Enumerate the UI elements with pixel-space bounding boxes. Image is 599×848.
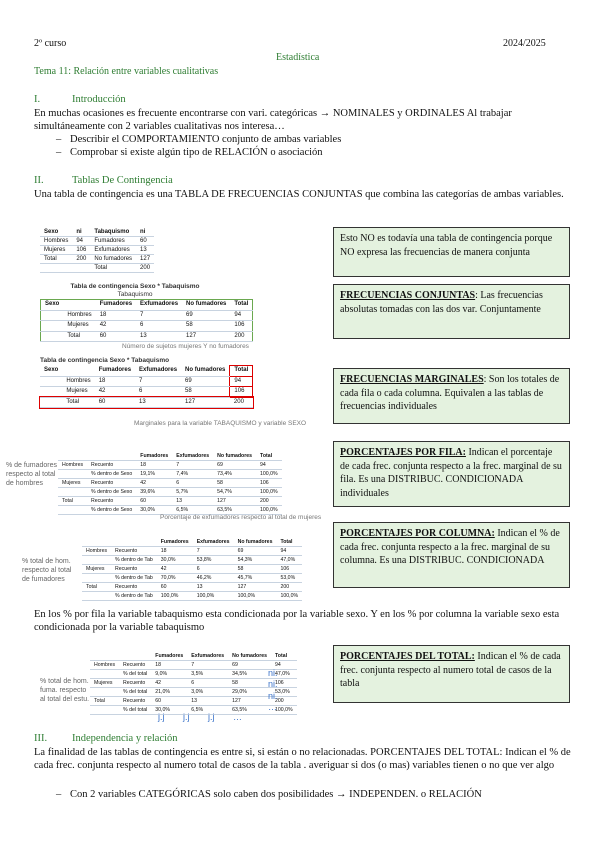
year-label: 2024/2025 — [503, 38, 546, 49]
note-not-contingency: Esto NO es todavía una tabla de contingencia porque NO expresa las frecuencias de manera conjunta — [333, 227, 570, 277]
bullet-item: – Comprobar si existe algún tipo de RELACIÓN o asociación — [56, 147, 323, 159]
note-frecuencias-conjuntas: FRECUENCIAS CONJUNTAS: Las frecuencias absolutas tomadas con las dos var. Conjuntamente — [333, 284, 570, 339]
caption-conjuntas: Número de sujetos mujeres Y no fumadores — [122, 343, 249, 350]
conditional-paragraph: En los % por fila la variable tabaquismo esta condicionada por la variable sexo. Y en los % por columna la variable sexo esta condicionada por la variable tabaquismo — [34, 609, 560, 634]
section-2-number: II. — [34, 175, 44, 186]
caption-exfumadores: Porcentaje de exfumadores respecto al total de mujeres — [160, 514, 322, 521]
section-1-paragraph: En muchas ocasiones es frecuente encontrarse con vari. categóricas → NOMINALES y ORDINALES Al trabajar simultáneamente con 2 variables cualitativas nos interesa… — [34, 108, 512, 133]
total-percent-table: Fumadores Exfumadores No fumadores Total Hombres Recuento 18 7 69 94 % del total 9,0% 3,5% 34,5% 47,0% Mujeres Recuento 42 6 58 106 % del total 21,0% 3,0% 29,0% 53,0% Total Recuento 60 13 127 200 % del total 30,0% 6,5% 63,5% 100,0% — [90, 652, 297, 715]
bullet-item: – Describir el COMPORTAMIENTO conjunto de ambas variables — [56, 134, 342, 145]
caption-marginales: Marginales para la variable TABAQUISMO y variable SEXO — [134, 420, 307, 427]
section-3-paragraph: La finalidad de las tablas de contingencia es entre si, si están o no relacionadas. PORCENTAJES DEL TOTAL: Indican el % de cada frec. conjunta respecto al numero total de casos de la tabla . averiguar si dos (o mas) variables tienen o no que ver algo — [34, 747, 571, 772]
column-percent-table: Fumadores Exfumadores No fumadores Total Hombres Recuento 18 7 69 94 % dentro de Tab 30,0% 53,8% 54,3% 47,0% Mujeres Recuento 42 6 58 106 % dentro de Tab 70,0% 46,2% 45,7% 53,0% Total Recuento 60 13 127 200 % dentro de Tab 100,0% 100,0% 100,0% 100,0% — [82, 538, 302, 601]
section-3-number: III. — [34, 733, 48, 744]
contingency-table-2: Tabla de contingencia Sexo * Tabaquismo Sexo Fumadores Exfumadores No fumadores Total Hombres 18 7 69 94 Mujeres 42 6 58 106 Total 60 13 127 200 — [40, 357, 220, 408]
frequency-table: Sexo ni Tabaquismo ni Hombres 94 Fumadores 60 Mujeres 106 Exfumadores 13 Total 200 No fumadores 127 Total 200 — [40, 228, 154, 273]
subject-title: Estadística — [276, 52, 320, 63]
contingency-table-1: Tabla de contingencia Sexo * Tabaquismo Tabaquismo Sexo Fumadores Exfumadores No fumadores Total Hombres 18 7 69 94 Mujeres 42 6 58 106 Total 60 13 127 200 — [40, 283, 230, 342]
note-frecuencias-marginales: FRECUENCIAS MARGINALES: Son los totales de cada fila o cada columna. Equivalen a las tablas de frecuencias individuales — [333, 368, 570, 424]
section-3-bullet: – Con 2 variables CATEGÓRICAS solo caben dos posibilidades → INDEPENDEN. o RELACIÓN — [56, 789, 482, 800]
note-porcentajes-total: PORCENTAJES DEL TOTAL: Indican el % de cada frec. conjunta respecto al numero total de casos de la tabla — [333, 645, 570, 703]
note-porcentajes-fila: PORCENTAJES POR FILA: Indican el porcentaje de cada frec. conjunta respecto a la frec. marginal de su fila. Es una DISTRIBUC. CONDICIONADA individuales — [333, 441, 570, 507]
topic-title: Tema 11: Relación entre variables cualitativas — [34, 66, 219, 77]
side-note-row: % de fumadores respecto al total de hombres — [6, 462, 57, 487]
nj-annotations: j.j j.j j.j … — [158, 712, 243, 722]
section-2-title: Tablas De Contingencia — [72, 175, 173, 186]
note-porcentajes-columna: PORCENTAJES POR COLUMNA: Indican el % de cada frec. conjunta respecto a la frec. marginal de su columna. Es una DISTRIBUC. CONDICIONADA — [333, 522, 570, 588]
side-note-total: % total de hom. fuma. respecto al total del estu. — [40, 678, 90, 703]
section-2-paragraph: Una tabla de contingencia es una TABLA DE FRECUENCIAS CONJUNTAS que combina las categorías de ambas variables. — [34, 189, 564, 200]
row-percent-table: Fumadores Exfumadores No fumadores Total Hombres Recuento 18 7 69 94 % dentro de Sexo 19,1% 7,4% 73,4% 100,0% Mujeres Recuento 42 6 58 106 % dentro de Sexo 39,6% 5,7% 54,7% 100,0% Total Recuento 60 13 127 200 % dentro de Sexo 30,0% 6,5% 63,5% 100,0% — [58, 452, 282, 515]
section-1-bullets — [56, 133, 566, 159]
section-1-title: Introducción — [72, 94, 126, 105]
ni-annotations: ni. ni. ni. … — [268, 668, 278, 712]
side-note-column: % total de hom. respecto al total de fumadores — [22, 558, 72, 583]
section-1-number: I. — [34, 94, 41, 105]
course-label: 2º curso — [34, 38, 67, 49]
section-3-title: Independencia y relación — [72, 733, 178, 744]
